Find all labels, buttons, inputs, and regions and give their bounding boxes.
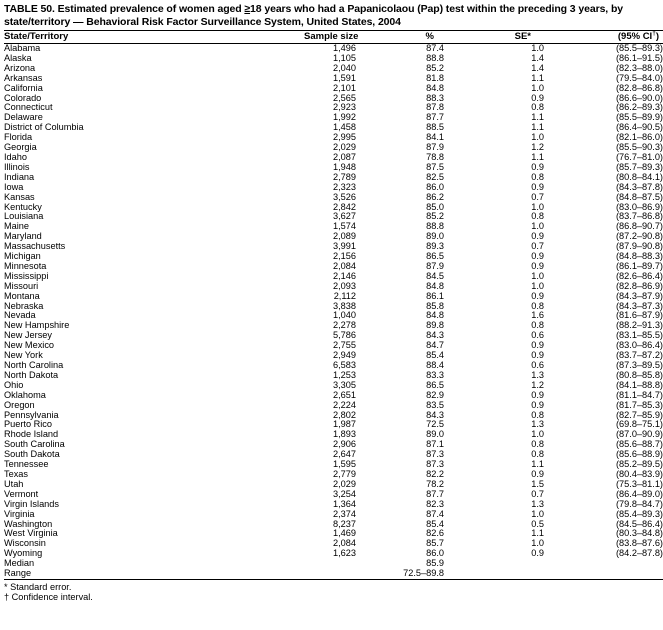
cell-percent: 72.5 (426, 419, 444, 430)
cell-ci: (86.1–89.7) (616, 260, 663, 271)
cell-sample-size: 2,651 (333, 389, 356, 400)
cell-sample-size: 2,029 (333, 142, 356, 153)
header-row (4, 31, 663, 44)
cell-se: 0.9 (531, 260, 544, 271)
cell-state: Rhode Island (4, 429, 59, 440)
cell-sample-size: 1,623 (333, 548, 356, 559)
cell-state: Wisconsin (4, 538, 46, 549)
cell-sample-size: 1,591 (333, 72, 356, 83)
cell-state: South Dakota (4, 449, 60, 460)
cell-ci: (76.7–81.0) (616, 151, 663, 162)
cell-state: Range (4, 569, 304, 579)
cell-ci: (85.6–88.7) (616, 439, 663, 450)
cell-sample-size: 1,469 (333, 528, 356, 539)
cell-se: 1.0 (531, 201, 544, 212)
cell-sample-size: 1,992 (333, 112, 356, 123)
cell-state: Virgin Islands (4, 498, 59, 509)
cell-sample-size: 2,112 (333, 290, 356, 301)
cell-percent: 85.2 (426, 62, 444, 73)
cell-ci: (85.5–89.9) (616, 112, 663, 123)
cell-percent: 85.2 (426, 211, 444, 222)
cell-se: 0.8 (531, 300, 544, 311)
cell-sample-size (304, 559, 356, 569)
cell-percent: 87.4 (426, 508, 444, 519)
cell-state: Montana (4, 290, 40, 301)
cell-percent: 82.9 (426, 389, 444, 400)
cell-ci: (79.5–84.0) (616, 72, 663, 83)
cell-se: 1.5 (531, 478, 544, 489)
table-title (4, 3, 636, 29)
col-header-ci-close: ) (655, 31, 659, 42)
cell-percent: 85.0 (426, 201, 444, 212)
cell-ci: (84.3–87.3) (616, 300, 663, 311)
cell-se: 0.9 (531, 389, 544, 400)
cell-percent: 88.5 (426, 122, 444, 133)
cell-ci: (82.6–86.4) (616, 270, 663, 281)
cell-sample-size: 3,627 (333, 211, 356, 222)
cell-state: District of Columbia (4, 122, 84, 133)
cell-ci: (83.7–86.8) (616, 211, 663, 222)
col-header-ci (544, 31, 663, 44)
cell-se: 0.8 (531, 211, 544, 222)
cell-se: 1.3 (531, 369, 544, 380)
cell-se: 0.8 (531, 409, 544, 420)
cell-sample-size: 2,087 (333, 151, 356, 162)
cell-state: Arkansas (4, 72, 43, 83)
cell-se: 0.8 (531, 439, 544, 450)
cell-sample-size: 1,105 (333, 52, 356, 63)
table-row (4, 569, 663, 579)
cell-se: 1.3 (531, 419, 544, 430)
cell-ci: (82.8–86.8) (616, 82, 663, 93)
cell-ci: (87.3–89.5) (616, 360, 663, 370)
cell-se: 0.6 (531, 360, 544, 370)
title-ge-symbol: ≥ (244, 3, 251, 15)
cell-percent: 89.0 (426, 429, 444, 440)
cell-state: Florida (4, 132, 33, 143)
cell-ci: (81.7–85.3) (616, 399, 663, 410)
cell-sample-size: 2,101 (333, 82, 356, 93)
cell-percent: 84.8 (426, 310, 444, 321)
cell-ci: (85.7–89.3) (616, 161, 663, 172)
cell-se: 1.2 (531, 142, 544, 153)
cell-ci: (84.2–87.8) (616, 548, 663, 559)
cell-state: Oklahoma (4, 389, 46, 400)
cell-state: Median (4, 558, 35, 569)
cell-se: 1.0 (531, 43, 544, 53)
cell-sample-size: 3,526 (333, 191, 356, 202)
cell-percent: 82.6 (426, 528, 444, 539)
cell-ci: (80.3–84.8) (616, 528, 663, 539)
cell-state: New Jersey (4, 330, 52, 341)
cell-percent: 87.9 (426, 260, 444, 271)
cell-se: 0.9 (531, 251, 544, 262)
cell-state: Utah (4, 478, 24, 489)
cell-state: Maine (4, 221, 30, 232)
cell-se: 0.6 (531, 330, 544, 341)
cell-se: 0.9 (531, 548, 544, 559)
cell-state: Nevada (4, 310, 36, 321)
cell-state: Illinois (4, 161, 30, 172)
cell-se: 0.8 (531, 320, 544, 331)
cell-sample-size: 1,948 (333, 161, 356, 172)
cell-sample-size: 2,224 (333, 399, 356, 410)
cell-ci: (84.3–87.8) (616, 181, 663, 192)
cell-state: Connecticut (4, 102, 53, 113)
cell-state: New Mexico (4, 340, 55, 351)
cell-ci: (88.2–91.3) (616, 320, 663, 331)
cell-percent: 85.4 (426, 350, 444, 361)
cell-sample-size: 2,374 (333, 508, 356, 519)
cell-ci: (84.8–88.3) (616, 251, 663, 262)
cell-ci: (87.9–90.8) (616, 241, 663, 252)
cell-ci: (86.2–89.3) (616, 102, 663, 113)
cell-percent: 86.0 (426, 548, 444, 559)
cell-se: 1.2 (531, 379, 544, 390)
cell-sample-size: 2,949 (333, 350, 356, 361)
cell-ci: (87.0–90.9) (616, 429, 663, 440)
cell-sample-size: 5,786 (333, 330, 356, 341)
cell-se: 0.8 (531, 171, 544, 182)
footnote-se: * Standard error. (4, 581, 72, 592)
cell-percent: 84.8 (426, 280, 444, 291)
cell-percent: 85.4 (426, 518, 444, 529)
cell-percent: 87.3 (426, 449, 444, 460)
cell-state: Ohio (4, 379, 24, 390)
cell-state: Kentucky (4, 201, 42, 212)
cell-percent: 84.8 (426, 82, 444, 93)
table-row (4, 193, 663, 203)
cell-ci: (83.0–86.9) (616, 201, 663, 212)
cell-se: 1.1 (531, 72, 544, 83)
cell-se: 0.9 (531, 468, 544, 479)
cell-ci: (87.2–90.8) (616, 231, 663, 242)
cell-ci: (84.1–88.8) (616, 379, 663, 390)
cell-se: 1.1 (531, 528, 544, 539)
cell-sample-size: 6,583 (333, 360, 356, 370)
table-header (4, 31, 663, 44)
cell-percent: 85.7 (426, 538, 444, 549)
cell-percent: 88.4 (426, 360, 444, 370)
cell-percent: 82.5 (426, 171, 444, 182)
cell-ci: (80.8–85.8) (616, 369, 663, 380)
cell-ci: (81.1–84.7) (616, 389, 663, 400)
cell-state: Delaware (4, 112, 43, 123)
cell-ci: (86.1–91.5) (616, 52, 663, 63)
cell-ci: (84.8–87.5) (616, 191, 663, 202)
cell-se: 0.9 (531, 350, 544, 361)
cell-sample-size: 2,040 (333, 62, 356, 73)
cell-sample-size: 2,323 (333, 181, 356, 192)
cell-percent: 88.8 (426, 52, 444, 63)
cell-state: New Hampshire (4, 320, 70, 331)
cell-sample-size: 2,779 (333, 468, 356, 479)
cell-state: Iowa (4, 181, 24, 192)
cell-state: West Virginia (4, 528, 58, 539)
cell-se: 0.7 (531, 488, 544, 499)
cell-percent: 78.2 (426, 478, 444, 489)
cell-sample-size: 8,237 (333, 518, 356, 529)
cell-sample-size: 3,305 (333, 379, 356, 390)
cell-state: Michigan (4, 251, 41, 262)
cell-se (444, 559, 544, 569)
cell-ci: (83.0–86.4) (616, 340, 663, 351)
cell-percent: 84.3 (426, 330, 444, 341)
cell-state: Alaska (4, 52, 32, 63)
cell-percent: 83.5 (426, 399, 444, 410)
cell-state: Mississippi (4, 270, 49, 281)
cell-se: 1.6 (531, 310, 544, 321)
cell-percent: 84.3 (426, 409, 444, 420)
cell-se: 1.1 (531, 112, 544, 123)
cell-se: 0.8 (531, 449, 544, 460)
cell-ci: (84.5–86.4) (616, 518, 663, 529)
cell-se: 1.4 (531, 52, 544, 63)
cell-se: 0.9 (531, 231, 544, 242)
cell-sample-size: 2,084 (333, 538, 356, 549)
cell-sample-size: 2,093 (333, 280, 356, 291)
cell-percent: 84.7 (426, 340, 444, 351)
cell-se: 0.9 (531, 181, 544, 192)
cell-ci (544, 559, 663, 569)
cell-state: Virginia (4, 508, 35, 519)
cell-percent: 87.7 (426, 112, 444, 123)
cell-sample-size: 2,906 (333, 439, 356, 450)
cell-state: Missouri (4, 280, 39, 291)
col-header-state: State/Territory (4, 31, 304, 44)
col-header-se: SE* (444, 31, 544, 44)
table-row (4, 549, 663, 559)
footnotes (4, 582, 636, 603)
cell-state: Alabama (4, 43, 41, 53)
cell-ci: (75.3–81.1) (616, 478, 663, 489)
cell-percent: 82.3 (426, 498, 444, 509)
cell-se: 0.8 (531, 102, 544, 113)
cell-state: Arizona (4, 62, 36, 73)
cell-state: Oregon (4, 399, 35, 410)
cell-sample-size: 1,496 (333, 43, 356, 53)
cell-ci: (85.5–90.3) (616, 142, 663, 153)
cell-percent: 85.8 (426, 300, 444, 311)
cell-sample-size: 1,893 (333, 429, 356, 440)
cell-se: 1.0 (531, 221, 544, 232)
cell-percent: 87.8 (426, 102, 444, 113)
cell-ci: (83.8–87.6) (616, 538, 663, 549)
cell-sample-size: 3,254 (333, 488, 356, 499)
cell-se: 1.0 (531, 429, 544, 440)
cell-state: Tennessee (4, 459, 49, 470)
cell-sample-size: 1,364 (333, 498, 356, 509)
cell-sample-size: 2,647 (333, 449, 356, 460)
cell-state: North Dakota (4, 369, 59, 380)
cell-state: California (4, 82, 43, 93)
cell-ci: (80.8–84.1) (616, 171, 663, 182)
cell-state: Puerto Rico (4, 419, 53, 430)
cell-se: 1.0 (531, 132, 544, 143)
cell-state: Colorado (4, 92, 42, 103)
cell-percent: 86.5 (426, 379, 444, 390)
cell-ci: (81.6–87.9) (616, 310, 663, 321)
cell-ci (544, 569, 663, 579)
cell-percent: 85.9 (426, 558, 444, 569)
cell-ci: (82.8–86.9) (616, 280, 663, 291)
cell-sample-size: 2,156 (333, 251, 356, 262)
cell-sample-size: 1,574 (333, 221, 356, 232)
cell-percent: 87.9 (426, 142, 444, 153)
table-body (4, 44, 663, 580)
cell-percent: 88.3 (426, 92, 444, 103)
cell-percent: 87.7 (426, 488, 444, 499)
cell-percent: 81.8 (426, 72, 444, 83)
cell-sample-size: 3,838 (333, 300, 356, 311)
cell-state: Wyoming (4, 548, 43, 559)
cell-sample-size: 2,029 (333, 478, 356, 489)
cell-percent: 87.5 (426, 161, 444, 172)
col-header-sample-size: Sample size (304, 31, 359, 42)
cell-ci: (69.8–75.1) (616, 419, 663, 430)
cell-se: 1.0 (531, 508, 544, 519)
cell-sample-size: 2,923 (333, 102, 356, 113)
cell-sample-size: 1,595 (333, 459, 356, 470)
col-header-percent: % (356, 31, 444, 44)
cell-state: Minnesota (4, 260, 47, 271)
cell-state: Texas (4, 468, 28, 479)
cell-sample-size: 2,995 (333, 132, 356, 143)
cell-percent: 78.8 (426, 151, 444, 162)
cell-se: 1.1 (531, 151, 544, 162)
cell-sample-size: 2,565 (333, 92, 356, 103)
cell-se: 1.0 (531, 538, 544, 549)
cell-state: Georgia (4, 142, 37, 153)
cell-se: 1.1 (531, 122, 544, 133)
cell-percent: 88.8 (426, 221, 444, 232)
cell-ci: (86.8–90.7) (616, 221, 663, 232)
cell-percent: 86.1 (426, 290, 444, 301)
col-header-ci-mark: † (652, 29, 656, 37)
cell-sample-size: 2,789 (333, 171, 356, 182)
cell-se: 0.9 (531, 161, 544, 172)
cell-ci: (86.6–90.0) (616, 92, 663, 103)
cell-percent: 84.1 (426, 132, 444, 143)
cell-se (444, 569, 544, 579)
cell-se: 0.9 (531, 290, 544, 301)
cell-state: Massachusetts (4, 241, 66, 252)
cell-sample-size: 3,991 (333, 241, 356, 252)
cell-sample-size: 2,278 (333, 320, 356, 331)
cell-state: Idaho (4, 151, 27, 162)
cell-ci: (80.4–83.9) (616, 468, 663, 479)
cell-percent: 89.8 (426, 320, 444, 331)
cell-sample-size: 1,040 (333, 310, 356, 321)
cell-ci: (79.8–84.7) (616, 498, 663, 509)
cell-ci: (85.2–89.5) (616, 459, 663, 470)
cell-state: Vermont (4, 488, 39, 499)
prevalence-table (4, 30, 663, 580)
cell-percent: 86.2 (426, 191, 444, 202)
cell-state: Kansas (4, 191, 35, 202)
cell-state: New York (4, 350, 43, 361)
cell-percent: 86.0 (426, 181, 444, 192)
title-suffix: 18 years who had a Papanicolaou (Pap) test within the preceding 3 years, by state/territory — Behavioral Risk Factor Surveillance System, United States, 2004 (4, 3, 623, 28)
cell-percent: 83.3 (426, 369, 444, 380)
cell-sample-size: 1,253 (333, 369, 356, 380)
cell-percent: 87.4 (426, 43, 444, 53)
cell-ci: (84.3–87.9) (616, 290, 663, 301)
cell-se: 0.9 (531, 340, 544, 351)
cell-percent: 86.5 (426, 251, 444, 262)
cell-percent: 87.1 (426, 439, 444, 450)
col-header-ci-label: (95% CI (617, 31, 653, 42)
cell-state: North Carolina (4, 360, 64, 370)
cell-ci: (83.7–87.2) (616, 350, 663, 361)
cell-sample-size: 2,089 (333, 231, 356, 242)
cell-ci: (85.5–89.3) (616, 43, 663, 53)
cell-state: Pennsylvania (4, 409, 59, 420)
cell-state: Maryland (4, 231, 42, 242)
cell-sample-size (304, 569, 356, 579)
cell-ci: (85.6–88.9) (616, 449, 663, 460)
cell-sample-size: 1,987 (333, 419, 356, 430)
cell-sample-size: 1,458 (333, 122, 356, 133)
cell-se: 0.5 (531, 518, 544, 529)
cell-sample-size: 2,146 (333, 270, 356, 281)
cell-se: 1.0 (531, 280, 544, 291)
cell-se: 1.1 (531, 459, 544, 470)
cell-percent: 89.3 (426, 241, 444, 252)
cell-percent: 87.3 (426, 459, 444, 470)
cell-ci: (82.1–86.0) (616, 132, 663, 143)
cell-state: Nebraska (4, 300, 44, 311)
cell-se: 0.9 (531, 399, 544, 410)
cell-se: 0.7 (531, 191, 544, 202)
cell-ci: (82.7–85.9) (616, 409, 663, 420)
cell-percent: 89.0 (426, 231, 444, 242)
cell-ci: (86.4–89.0) (616, 488, 663, 499)
cell-ci: (86.4–90.5) (616, 122, 663, 133)
table-row (4, 510, 663, 520)
cell-se: 0.9 (531, 92, 544, 103)
footnote-ci: † Confidence interval. (4, 592, 93, 603)
cell-se: 1.4 (531, 62, 544, 73)
cell-state: South Carolina (4, 439, 65, 450)
title-prefix: TABLE 50. Estimated prevalence of women aged (4, 3, 245, 15)
cell-state: Washington (4, 518, 53, 529)
cell-percent: 84.5 (426, 270, 444, 281)
cell-sample-size: 2,802 (333, 409, 356, 420)
cell-se: 1.0 (531, 82, 544, 93)
cell-se: 1.0 (531, 270, 544, 281)
cell-ci: (83.1–85.5) (616, 330, 663, 341)
cell-ci: (82.3–88.0) (616, 62, 663, 73)
cell-sample-size: 2,755 (333, 340, 356, 351)
cell-se: 0.7 (531, 241, 544, 252)
cell-percent: 72.5–89.8 (356, 569, 444, 579)
cell-ci: (85.4–89.3) (616, 508, 663, 519)
cell-percent: 82.2 (426, 468, 444, 479)
cell-se: 1.3 (531, 498, 544, 509)
cell-sample-size: 2,084 (333, 260, 356, 271)
table-row (4, 559, 663, 569)
cell-state: Indiana (4, 171, 35, 182)
cell-sample-size: 2,842 (333, 201, 356, 212)
cell-state: Louisiana (4, 211, 44, 222)
